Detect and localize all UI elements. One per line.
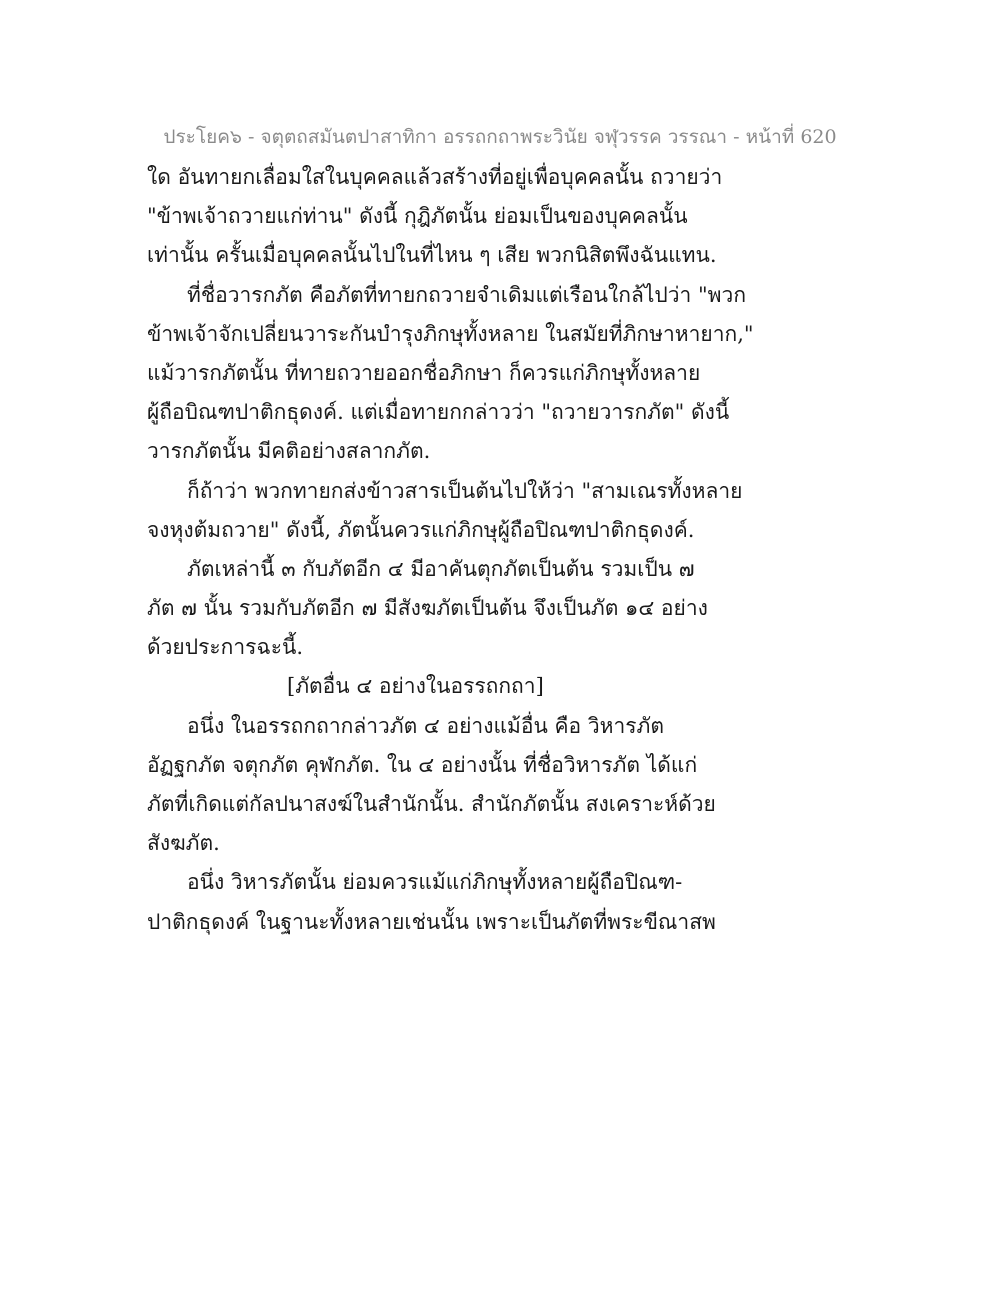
text-line: ใด อันทายกเลื่อมใสในบุคคลแล้วสร้างที่อยู่เพื่อบุคคลนั้น ถวายว่า	[147, 165, 723, 189]
page-header-text: ประโยค๖ - จตุตถสมันตปาสาทิกา อรรถกถาพระวินัย จฬุวรรค วรรณา - หน้าที่ 620	[163, 126, 837, 148]
text-line: เท่านั้น ครั้นเมื่อบุคคลนั้นไปในที่ไหน ๆ เสีย พวกนิสิตพึงฉันแทน.	[147, 243, 717, 268]
text-line: ภัต ๗ นั้น รวมกับภัตอีก ๗ มีสังฆภัตเป็นต้น จึงเป็นภัต ๑๔ อย่าง	[147, 596, 708, 621]
text-line: ปาติกธุดงค์ ในฐานะทั้งหลายเช่นนั้น เพราะเป็นภัตที่พระขีณาสพ	[147, 909, 716, 934]
paragraph-start-line: อนึ่ง ในอรรถกถากล่าวภัต ๔ อย่างแม้อื่น คือ วิหารภัต	[187, 713, 665, 738]
paragraph-start-line: ที่ชื่อวารกภัต คือภัตที่ทายกถวายจำเดิมแต่เรือนใกล้ไปว่า "พวก	[187, 282, 747, 307]
text-line: อัฏฐกภัต จตุกภัต คุฬกภัต. ใน ๔ อย่างนั้น ที่ชื่อวิหารภัต ได้แก่	[147, 752, 698, 777]
paragraph-start-line: อนึ่ง วิหารภัตนั้น ย่อมควรแม้แก่ภิกษุทั้งหลายผู้ถือปิณฑ-	[187, 870, 683, 895]
text-line: "ข้าพเจ้าถวายแก่ท่าน" ดังนี้ กุฎิภัตนั้น ย่อมเป็นของบุคคลนั้น	[147, 204, 688, 229]
text-line: ด้วยประการฉะนี้.	[147, 635, 304, 660]
text-line: สังฆภัต.	[147, 831, 220, 856]
section-heading: [ภัตอื่น ๔ อย่างในอรรถกถา]	[287, 674, 544, 699]
paragraph-start-line: ภัตเหล่านี้ ๓ กับภัตอีก ๔ มีอาคันตุกภัตเป็นต้น รวมเป็น ๗	[187, 556, 695, 581]
text-line: จงหุงต้มถวาย" ดังนี้, ภัตนั้นควรแก่ภิกษุผู้ถือปิณฑปาติกธุดงค์.	[147, 517, 695, 542]
text-line: ผู้ถือบิณฑปาติกธุดงค์. แต่เมื่อทายกกล่าวว่า "ถวายวารกภัต" ดังนี้	[147, 400, 730, 425]
page-header	[0, 122, 1000, 152]
paragraph-start-line: ก็ถ้าว่า พวกทายกส่งข้าวสารเป็นต้นไปให้ว่า "สามเณรทั้งหลาย	[187, 478, 743, 503]
document-body	[147, 158, 754, 942]
text-line: ภัตที่เกิดแต่กัลปนาสงฆ์ในสำนักนั้น. สำนักภัตนั้น สงเคราะห์ด้วย	[147, 792, 716, 816]
text-line: ข้าพเจ้าจักเปลี่ยนวาระกันบำรุงภิกษุทั้งหลาย ในสมัยที่ภิกษาหายาก,"	[147, 321, 754, 346]
text-line: แม้วารกภัตนั้น ที่ทายถวายออกชื่อภิกษา ก็ควรแก่ภิกษุทั้งหลาย	[147, 360, 701, 385]
text-line: วารกภัตนั้น มีคติอย่างสลากภัต.	[147, 439, 431, 464]
